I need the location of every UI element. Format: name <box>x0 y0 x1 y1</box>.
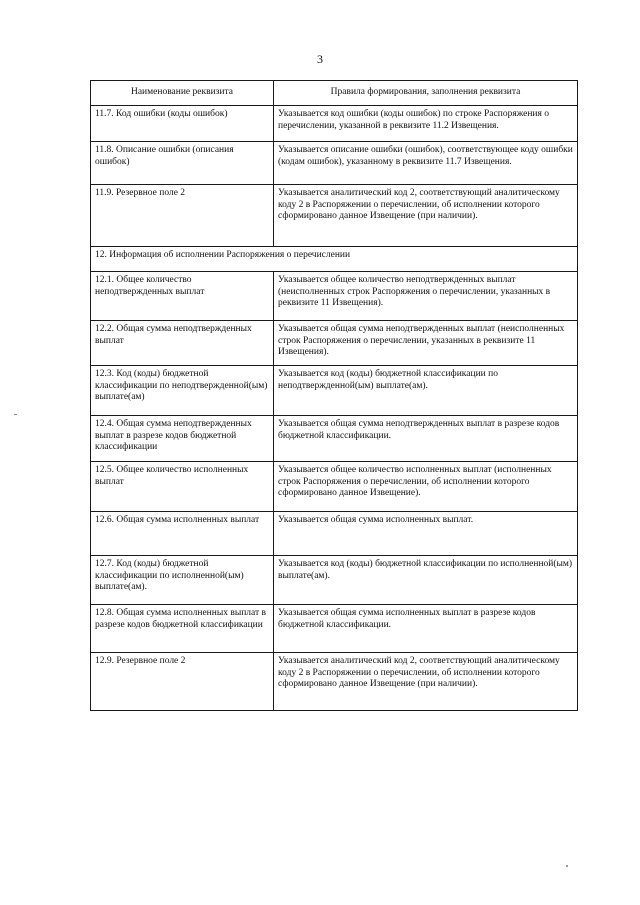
requisite-rule: Указывается описание ошибки (ошибок), соответствующее коду ошибки (кодам ошибок), указанному в реквизите 11.7 Извещения. <box>274 142 578 185</box>
section-row <box>91 247 578 272</box>
table-row <box>91 106 578 142</box>
requisite-name: 12.5. Общее количество исполненных выплат <box>91 462 274 512</box>
table-row <box>91 653 578 711</box>
table-row <box>91 512 578 556</box>
requisite-rule: Указывается общая сумма неподтвержденных выплат (неисполненных строк Распоряжения о перечислении, указанных в реквизите 11 Извещения). <box>274 321 578 366</box>
requisite-name: 11.8. Описание ошибки (описания ошибок) <box>91 142 274 185</box>
table-row <box>91 321 578 366</box>
page-number: 3 <box>317 52 323 66</box>
requisite-name: 12.2. Общая сумма неподтвержденных выплат <box>91 321 274 366</box>
requisite-name: 11.9. Резервное поле 2 <box>91 185 274 247</box>
scan-speck <box>566 865 568 867</box>
table-row <box>91 556 578 605</box>
table-header-row <box>91 81 578 106</box>
requisite-rule: Указывается общая сумма неподтвержденных выплат в разрезе кодов бюджетной классификации. <box>274 416 578 462</box>
requisites-table <box>90 80 578 711</box>
requisite-name: 12.1. Общее количество неподтвержденных выплат <box>91 272 274 321</box>
column-header-name: Наименование реквизита <box>91 81 274 106</box>
requisite-rule: Указывается общая сумма исполненных выплат в разрезе кодов бюджетной классификации. <box>274 605 578 653</box>
requisite-name: 12.6. Общая сумма исполненных выплат <box>91 512 274 556</box>
table-row <box>91 605 578 653</box>
requisite-rule: Указывается общая сумма исполненных выплат. <box>274 512 578 556</box>
requisite-rule: Указывается код (коды) бюджетной классификации по неподтвержденной(ым) выплате(ам). <box>274 366 578 416</box>
requisite-rule: Указывается аналитический код 2, соответствующий аналитическому коду 2 в Распоряжении о перечислении, об исполнении которого сформировано данное Извещение (при наличии). <box>274 185 578 247</box>
requisite-rule: Указывается общее количество исполненных выплат (исполненных строк Распоряжения о перечислении, об исполнении которого сформировано данное Извещение). <box>274 462 578 512</box>
requisite-name: 12.7. Код (коды) бюджетной классификации по исполненной(ым) выплате(ам). <box>91 556 274 605</box>
requisite-name: 11.7. Код ошибки (коды ошибок) <box>91 106 274 142</box>
requisite-rule: Указывается код ошибки (коды ошибок) по строке Распоряжения о перечислении, указанной в реквизите 11.2 Извещения. <box>274 106 578 142</box>
table-row <box>91 416 578 462</box>
requisite-name: 12.4. Общая сумма неподтвержденных выплат в разрезе кодов бюджетной классификации <box>91 416 274 462</box>
requisite-name: 12.9. Резервное поле 2 <box>91 653 274 711</box>
requisite-name: 12.8. Общая сумма исполненных выплат в разрезе кодов бюджетной классификации <box>91 605 274 653</box>
table-row <box>91 272 578 321</box>
section-heading: 12. Информация об исполнении Распоряжения о перечислении <box>91 247 578 272</box>
requisite-rule: Указывается код (коды) бюджетной классификации по исполненной(ым) выплате(ам). <box>274 556 578 605</box>
requisite-name: 12.3. Код (коды) бюджетной классификации по неподтвержденной(ым) выплате(ам) <box>91 366 274 416</box>
column-header-rule: Правила формирования, заполнения реквизита <box>274 81 578 106</box>
table-row <box>91 185 578 247</box>
requisite-rule: Указывается общее количество неподтвержденных выплат (неисполненных строк Распоряжения о перечислении, указанных в реквизите 11 Извещения). <box>274 272 578 321</box>
table-row <box>91 366 578 416</box>
table-row <box>91 142 578 185</box>
table-row <box>91 462 578 512</box>
scan-mark <box>14 414 17 415</box>
requisite-rule: Указывается аналитический код 2, соответствующий аналитическому коду 2 в Распоряжении о перечислении, об исполнении которого сформировано данное Извещение (при наличии). <box>274 653 578 711</box>
